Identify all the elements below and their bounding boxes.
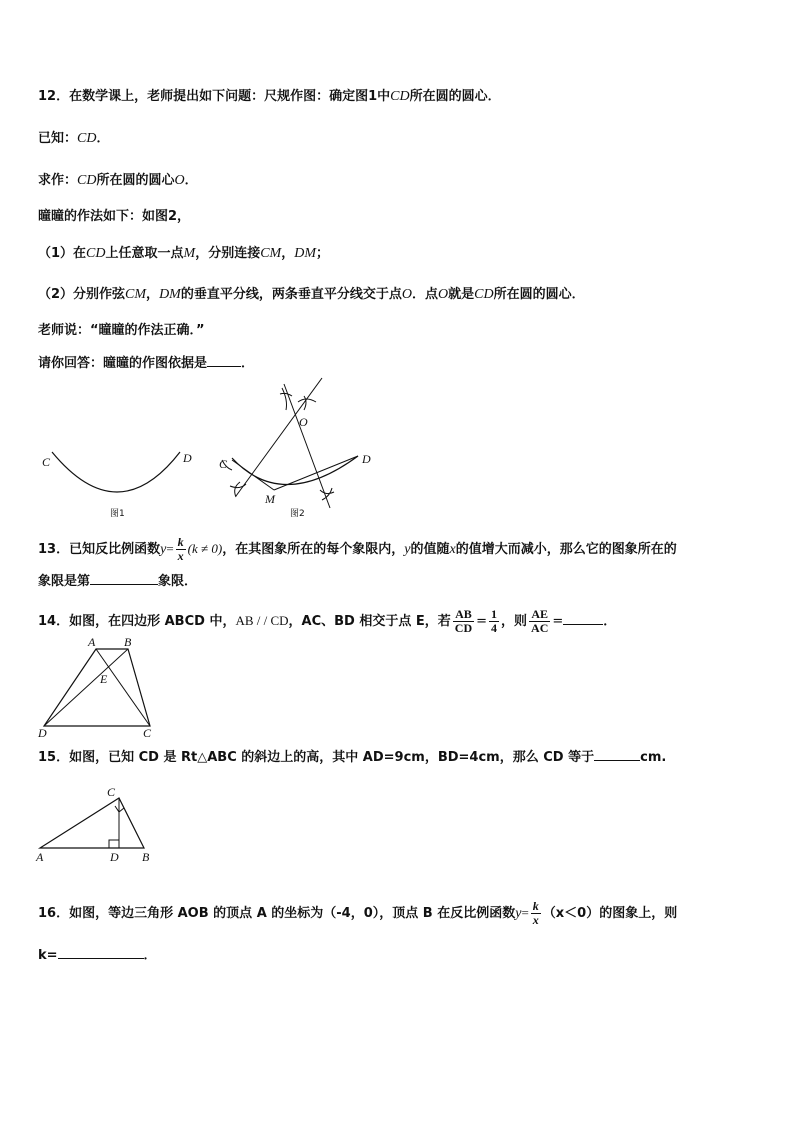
label-c: C [42,455,51,469]
label-b: B [142,850,150,864]
arc-cd: CD [390,89,410,104]
label-c: C [143,726,152,740]
q12-teacher: 老师说：“曈曈的作法正确．” [38,323,205,338]
label-a: A [88,635,96,649]
label-b: B [124,635,132,649]
label-o: O [299,415,308,429]
label-a: A [36,850,44,864]
fraction-ab-cd: $\frac{AB}{CD}$ [454,607,473,635]
q13-line2: 象限是第 象限． [38,574,198,589]
label-d: D [362,452,371,466]
answer-blank[interactable] [58,946,144,959]
fraction-ae-ac: $\frac{AE}{AC}$ [531,607,549,635]
label-c: C [219,457,228,471]
label-c: C [107,785,116,799]
q14-line1: 14．如图，在四边形 ABCD 中，AB / / CD，AC、BD 相交于点 E，若 $\frac{AB}{CD}$ = $\frac{1}{4}$ ，则 $\frac{AE}{AC}$ = ． [38,607,617,635]
label-e: E [100,672,108,686]
label-d: D [183,451,192,465]
arc-cd: CD [77,131,97,146]
q12-line1: 12．在数学课上，老师提出如下问题：尺规作图：确定图1中CD所在圆的圆心． [38,89,501,104]
q13-line1: 13．已知反比例函数y= $\frac{k}{x}$ (k ≠ 0)，在其图象所在的每个象限内，y的值随x的值增大而减小，那么它的图象所在的 [38,535,677,563]
arc-cd: CD [474,287,494,302]
fraction-k-over-x: $\frac{k}{x}$ [532,899,539,927]
q16-line1: 16．如图，等边三角形 AOB 的顶点 A 的坐标为（-4，0），顶点 B 在反比例函数y= $\frac{k}{x}$ （x＜0）的图象上，则 [38,899,678,927]
q16-line2: k= ． [38,948,157,963]
right-angle-mark-d [109,840,119,848]
fraction-k-over-x: $\frac{k}{x}$ [177,535,184,563]
q12-find: 求作：CD所在圆的圆心O． [38,173,198,188]
q12-ask: 请你回答：曈曈的作图依据是 ． [38,356,255,371]
figure-caption: 图2 [290,509,305,519]
q12-step2: （2）分别作弦CM，DM的垂直平分线，两条垂直平分线交于点O．点O就是CD所在圆的圆心． [38,287,585,302]
arc-cd: CD [86,246,106,261]
label-d: D [110,850,119,864]
q12-step1: （1）在CD上任意取一点M，分别连接CM，DM； [38,246,330,261]
q15-line1: 15．如图，已知 CD 是 Rt△ABC 的斜边上的高，其中 AD=9cm，BD=4cm，那么 CD 等于 cm. [38,750,667,765]
fraction-1-4: $\frac{1}{4}$ [491,607,498,635]
triangle-abc [40,798,144,848]
q12-method-intro: 曈曈的作法如下：如图2， [38,209,191,224]
label-m: M [265,492,275,506]
arc-cd: CD [77,173,97,188]
label-d: D [38,726,47,740]
q12-known: 已知：CD． [38,131,110,146]
figure-caption: 图1 [110,509,125,519]
